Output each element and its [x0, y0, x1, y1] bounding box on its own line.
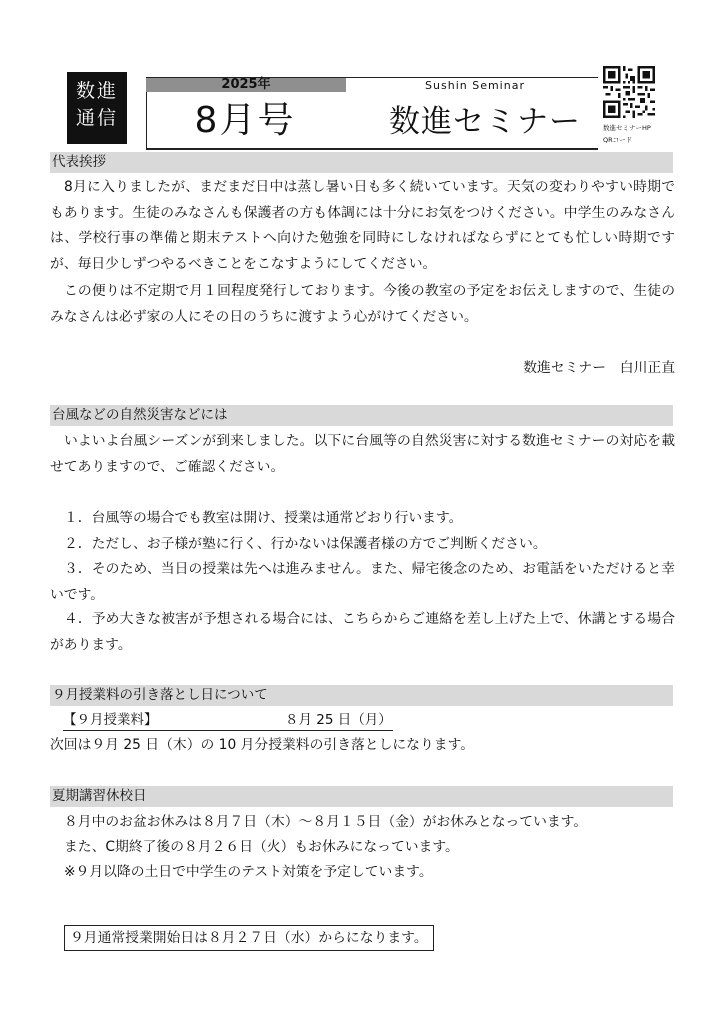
header-bottom-rule — [146, 148, 598, 150]
logo-line-2: 通信 — [75, 107, 118, 129]
tuition-note: 次回は９月 25 日（木）の 10 月分授業料の引き落としになります。 — [50, 737, 475, 753]
disaster-intro: いよいよ台風シーズンが到来しました。以下に台風等の自然災害に対する数進セミナーの対応を載せてありますので、ご確認ください。 — [50, 433, 675, 475]
start-date-notice: ９月通常授業開始日は８月２７日（水）からになります。 — [64, 925, 434, 951]
year-label: 2025年 — [146, 78, 346, 92]
disaster-item-1: １．台風等の場合でも教室は開け、授業は通常どおり行います。 — [64, 510, 463, 526]
disaster-heading: 台風などの自然災害などには — [50, 405, 673, 426]
qr-caption — [603, 122, 683, 146]
summer-heading: 夏期講習休校日 — [50, 786, 673, 807]
disaster-item-3: ３．そのため、当日の授業は先へは進みません。また、帰宅後念のため、お電話をいただけると幸いです。 — [50, 561, 675, 603]
qr-code-icon[interactable] — [603, 66, 655, 118]
seminar-name-jp: 数進セミナー — [389, 104, 581, 140]
logo-line-1: 数進 — [75, 80, 118, 102]
greeting-paragraph-2: この便りは不定期で月１回程度発行しております。今後の教室の予定をお伝えしますので、生徒のみなさんは必ず家の人にその日のうちに渡すよう心がけてください。 — [50, 283, 675, 325]
summer-line-3: ※９月以降の土日で中学生のテスト対策を予定しています。 — [64, 864, 433, 880]
greeting-heading: 代表挨拶 — [50, 152, 673, 173]
tuition-heading: ９月授業料の引き落とし日について — [50, 685, 673, 706]
issue-title: 8月号 — [194, 100, 296, 141]
greeting-signature: 数進セミナー 白川正直 — [523, 360, 675, 376]
tuition-date: ８月 25 日（月） — [285, 712, 392, 728]
disaster-item-2: ２．ただし、お子様が塾に行く、行かないは保護者様の方でご判断ください。 — [64, 536, 547, 552]
summer-line-2: また、C期終了後の８月２６日（火）もお休みになっています。 — [64, 839, 459, 855]
seminar-name-en: Sushin Seminar — [425, 79, 525, 92]
tuition-row — [63, 711, 393, 731]
tuition-label: 【９月授業料】 — [63, 712, 158, 728]
disaster-item-4: ４．予め大きな被害が予想される場合には、こちらからご連絡を差し上げた上で、休講とする場合があります。 — [50, 611, 675, 653]
greeting-paragraph-1: 8月に入りましたが、まだまだ日中は蒸し暑い日も多く続いています。天気の変わりやすい時期でもあります。生徒のみなさんも保護者の方も体調には十分にお気をつけください。中学生のみなさんは、学校行事の準備と期末テストへ向けた勉強を同時にしなければならずにとても忙しい時期ですが、毎日少しずつやるべきことをこなすようにしてください。 — [50, 179, 675, 272]
qr-caption-line-1: 数進セミナーHP — [603, 124, 651, 132]
summer-line-1: ８月中のお盆お休みは８月７日（木）～８月１５日（金）がお休みとなっています。 — [64, 814, 588, 830]
qr-caption-line-2: QRコード — [603, 136, 633, 144]
logo-newsletter — [67, 72, 127, 144]
